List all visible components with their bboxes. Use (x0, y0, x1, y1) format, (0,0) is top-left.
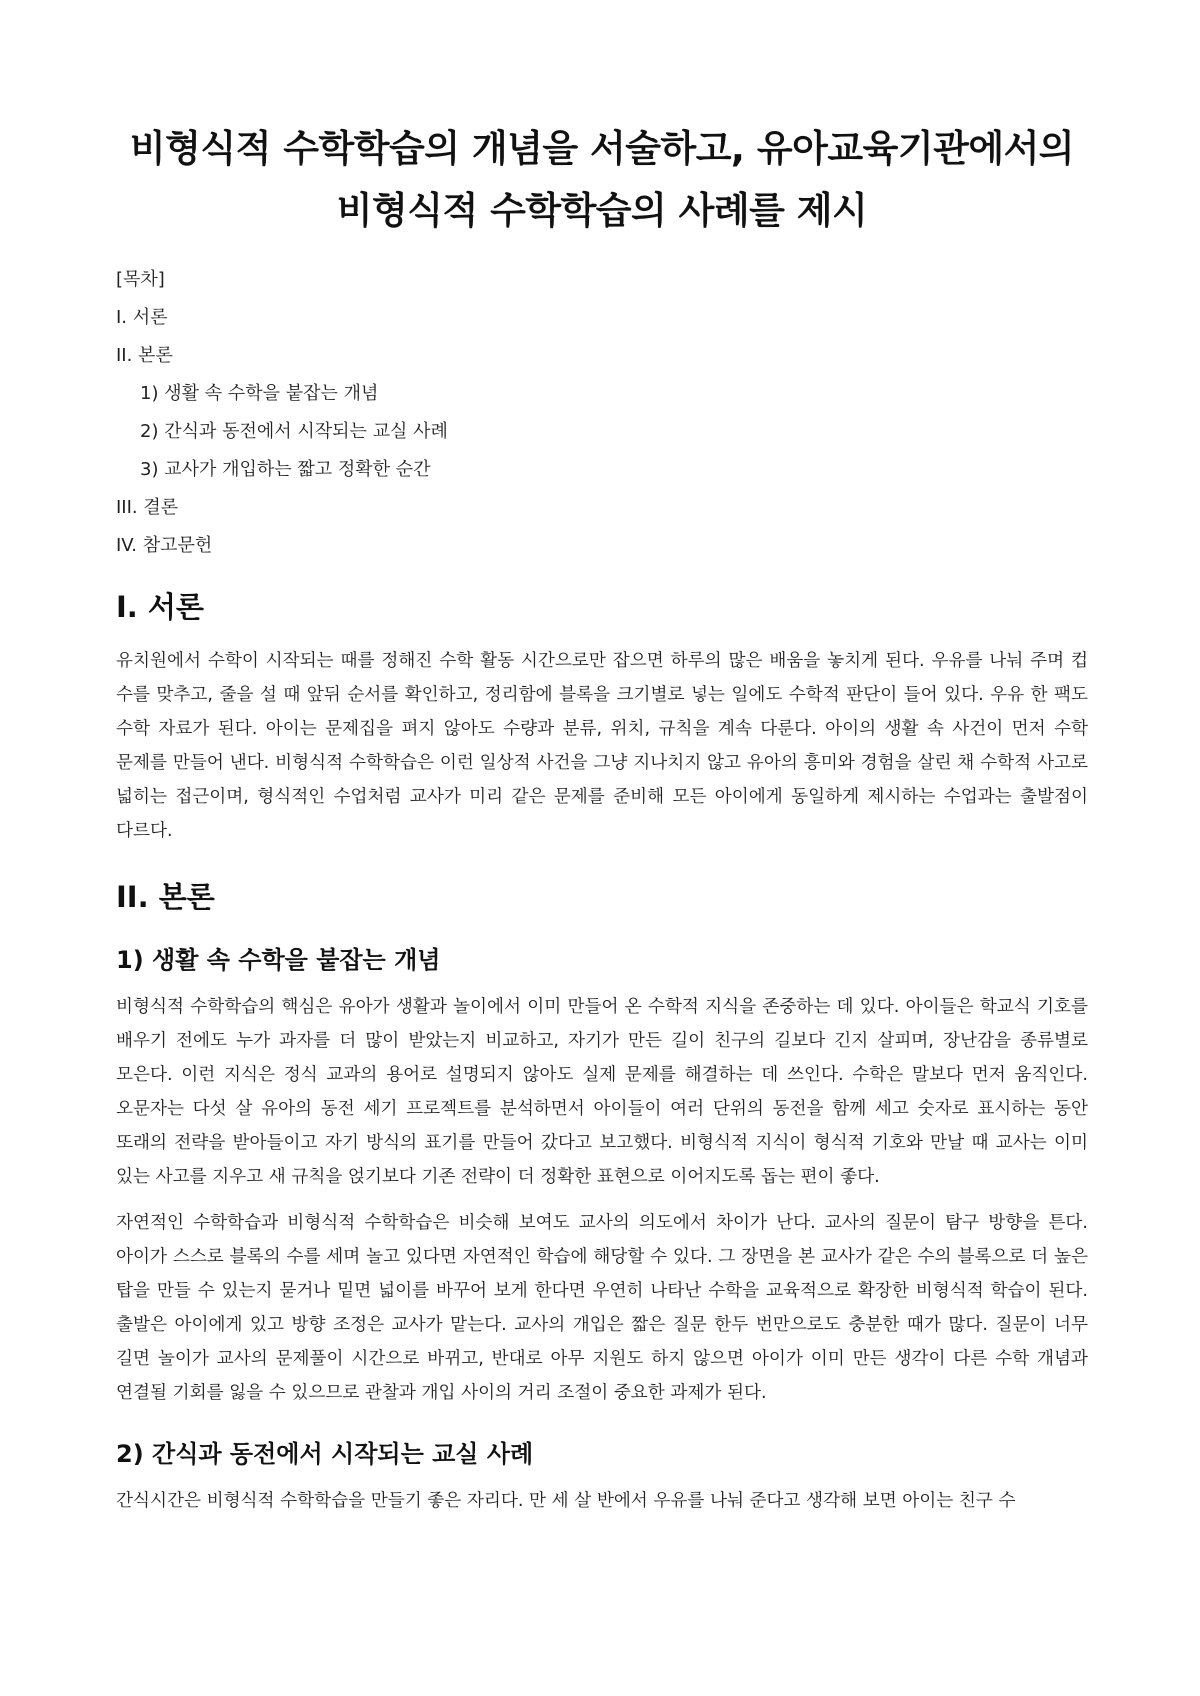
document-title: 비형식적 수학학습의 개념을 서술하고, 유아교육기관에서의 비형식적 수학학습의 사례를 제시 (129, 127, 1075, 232)
section-heading-body: II. 본론 (116, 880, 215, 914)
toc-item-references: IV. 참고문헌 (116, 535, 213, 556)
toc-item-body: II. 본론 (116, 345, 173, 366)
paragraph: 비형식적 수학학습의 핵심은 유아가 생활과 놀이에서 이미 만들어 온 수학적 지식을 존중하는 데 있다. 아이들은 학교식 기호를 배우기 전에도 누가 과자를 더 많이 받았는지 비교하고, 자기가 만든 길이 친구의 길보다 긴지 살피며, 장난감을 종류별로 모은다. 이런 지식은 정식 교과의 용어로 설명되지 않아도 실제 문제를 해결하는 데 쓰인다. 수학은 말보다 먼저 움직인다. 오문자는 다섯 살 유아의 동전 세기 프로젝트를 분석하면서 아이들이 여러 단위의 동전을 함께 세고 숫자로 표시하는 동안 또래의 전략을 받아들이고 자기 방식의 표기를 만들어 갔다고 보고했다. 비형식적 지식이 형식적 기호와 만날 때 교사는 이미 있는 사고를 지우고 새 규칙을 얹기보다 기존 전략이 더 정확한 표현으로 이어지도록 돕는 편이 좋다. (116, 997, 1088, 1187)
section-heading-intro: I. 서론 (116, 590, 204, 624)
toc-item-conclusion: III. 결론 (116, 497, 179, 518)
toc-heading: [목차] (116, 269, 165, 290)
toc-item-intro: I. 서론 (116, 307, 168, 328)
paragraph: 자연적인 수학학습과 비형식적 수학학습은 비슷해 보여도 교사의 의도에서 차이가 난다. 교사의 질문이 탐구 방향을 튼다. 아이가 스스로 블록의 수를 세며 놀고 있다면 자연적인 학습에 해당할 수 있다. 그 장면을 본 교사가 같은 수의 블록으로 더 높은 탑을 만들 수 있는지 묻거나 밑면 넓이를 바꾸어 보게 한다면 우연히 나타난 수학을 교육적으로 확장한 비형식적 학습이 된다. 출발은 아이에게 있고 방향 조정은 교사가 맡는다. 교사의 개입은 짧은 질문 한두 번만으로도 충분한 때가 많다. 질문이 너무 길면 놀이가 교사의 문제풀이 시간으로 바뀌고, 반대로 아무 지원도 하지 않으면 아이가 이미 만든 생각이 다른 수학 개념과 연결될 기회를 잃을 수 있으므로 관찰과 개입 사이의 거리 조절이 중요한 과제가 된다. (116, 1213, 1088, 1403)
paragraph: 유치원에서 수학이 시작되는 때를 정해진 수학 활동 시간으로만 잡으면 하루의 많은 배움을 놓치게 된다. 우유를 나눠 주며 컵 수를 맞추고, 줄을 설 때 앞뒤 순서를 확인하고, 정리함에 블록을 크기별로 넣는 일에도 수학적 판단이 들어 있다. 우유 한 팩도 수학 자료가 된다. 아이는 문제집을 펴지 않아도 수량과 분류, 위치, 규칙을 계속 다룬다. 아이의 생활 속 사건이 먼저 수학 문제를 만들어 낸다. 비형식적 수학학습은 이런 일상적 사건을 그냥 지나치지 않고 유아의 흥미와 경험을 살린 채 수학적 사고로 넓히는 접근이며, 형식적인 수업처럼 교사가 미리 같은 문제를 준비해 모든 아이에게 동일하게 제시하는 수업과는 출발점이 다르다. (116, 651, 1088, 841)
section-intro (116, 588, 1088, 848)
toc-item-body-3: 3) 교사가 개입하는 짧고 정확한 순간 (140, 459, 431, 480)
paragraph: 간식시간은 비형식적 수학학습을 만들기 좋은 자리다. 만 세 살 반에서 우유를 나눠 준다고 생각해 보면 아이는 친구 수 (116, 1491, 1016, 1511)
toc-item-body-2: 2) 간식과 동전에서 시작되는 교실 사례 (140, 421, 448, 442)
subsection-heading-2: 2) 간식과 동전에서 시작되는 교실 사례 (116, 1440, 534, 1468)
section-body (116, 878, 1088, 1518)
table-of-contents (116, 268, 1088, 558)
subsection-heading-1: 1) 생활 속 수학을 붙잡는 개념 (116, 946, 441, 974)
toc-item-body-1: 1) 생활 속 수학을 붙잡는 개념 (140, 383, 379, 404)
